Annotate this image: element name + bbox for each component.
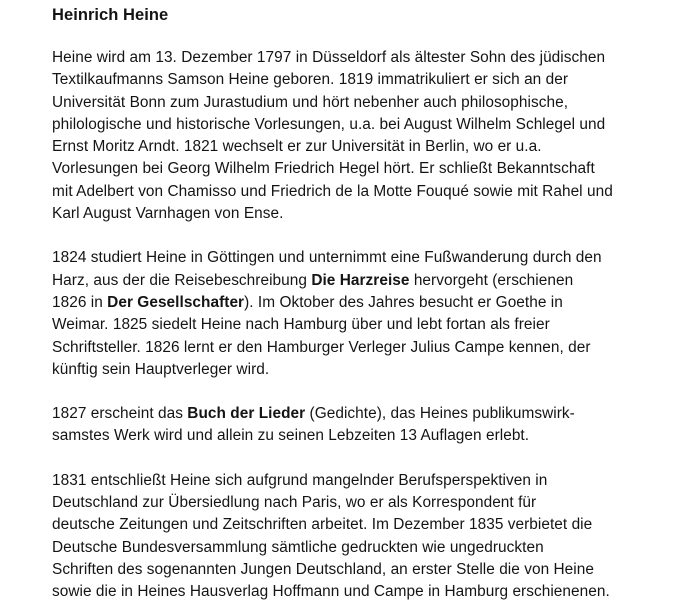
body-text: (Gedichte), das Heines publikumswirk- [305, 405, 575, 423]
paragraph-3 [52, 403, 692, 448]
body-text: 1824 studiert Heine in Göttingen und unternimmt eine Fußwanderung durch den [52, 249, 602, 267]
paragraph-2 [52, 247, 692, 381]
text-line [52, 247, 692, 269]
text-line [52, 514, 692, 536]
body-text: Heine wird am 13. Dezember 1797 in Düsseldorf als ältester Sohn des jüdischen [52, 49, 606, 66]
body-text: 1831 entschließt Heine sich aufgrund mangelnder Berufsperspektiven in [52, 471, 548, 489]
body-text: Universität Bonn zum Jurastudium und hört nebenher auch philosophische, [52, 93, 569, 111]
body-text: Textilkaufmanns Samson Heine geboren. 1819 immatrikuliert er sich an der [52, 71, 569, 89]
body-text: mit Adelbert von Chamisso und Friedrich de la Motte Fouqué sowie mit Rahel und [52, 182, 613, 200]
text-line [52, 136, 692, 158]
text-line [52, 581, 692, 603]
text-line [52, 492, 692, 514]
text-line [52, 114, 692, 136]
body-text: 1826 in [52, 293, 108, 311]
bold-title-text: Der Gesellschafter [107, 293, 245, 311]
body-text: ). Im Oktober des Jahres besucht er Goethe in [244, 293, 563, 311]
body-text: Vorlesungen bei Georg Wilhelm Friedrich Hegel hört. Er schließt Bekanntschaft [52, 160, 595, 178]
text-line [52, 403, 692, 425]
paragraph-1 [52, 47, 692, 225]
document-page [52, 0, 692, 604]
paragraph-4 [52, 470, 692, 604]
body-text: Karl August Varnhagen von Ense. [52, 205, 284, 223]
text-line [52, 92, 692, 114]
text-line [52, 470, 692, 492]
body-text: Harz, aus der die Reisebeschreibung [52, 271, 312, 289]
body-text: hervorgeht (erschienen [409, 271, 574, 289]
bold-title-text: Die Harzreise [311, 271, 410, 289]
bold-title-text: Buch der Lieder [187, 405, 306, 423]
body-text: 1827 erscheint das [52, 405, 188, 423]
body-text: samstes Werk wird und allein zu seinen Lebzeiten 13 Auflagen erlebt. [52, 427, 530, 445]
document-title: Heinrich Heine [52, 6, 169, 24]
body-text: Weimar. 1825 siedelt Heine nach Hamburg über und lebt fortan als freier [52, 316, 550, 334]
text-line [52, 337, 692, 359]
text-line [52, 559, 692, 581]
body-text: philologische und historische Vorlesungen, u.a. bei August Wilhelm Schlegel und [52, 115, 606, 133]
body-text: Schriftsteller. 1826 lernt er den Hamburger Verleger Julius Campe kennen, der [52, 338, 591, 356]
body-text: Ernst Moritz Arndt. 1821 wechselt er zur Universität in Berlin, wo er u.a. [52, 138, 542, 156]
text-line [52, 47, 692, 69]
body-text: Deutsche Bundesversammlung sämtliche gedruckten wie ungedruckten [52, 538, 544, 556]
text-line [52, 203, 692, 225]
body-text: Deutschland zur Übersiedlung nach Paris, wo er als Korrespondent für [52, 494, 537, 512]
body-text: deutsche Zeitungen und Zeitschriften arbeitet. Im Dezember 1835 verbietet die [52, 516, 593, 534]
text-line [52, 537, 692, 559]
text-line [52, 181, 692, 203]
text-line [52, 69, 692, 91]
body-text: sowie die in Heines Hausverlag Hoffmann und Campe in Hamburg erschienenen. [52, 583, 610, 601]
body-text: Schriften des sogenannten Jungen Deutschland, an erster Stelle die von Heine [52, 560, 594, 578]
text-line [52, 270, 692, 292]
text-line [52, 425, 692, 447]
body-text: künftig sein Hauptverleger wird. [52, 360, 270, 378]
text-line [52, 359, 692, 381]
text-line [52, 158, 692, 180]
text-line [52, 292, 692, 314]
text-line [52, 314, 692, 336]
